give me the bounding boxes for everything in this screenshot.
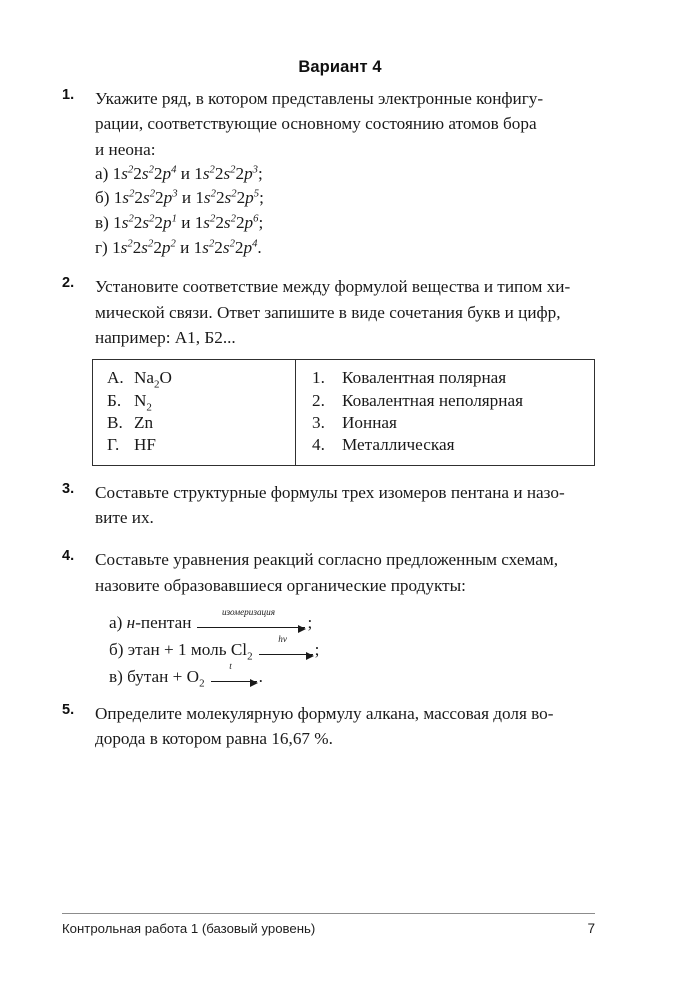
arrow-head-icon xyxy=(250,679,258,687)
option-a-label: а) xyxy=(95,163,109,183)
matching-table-right-column xyxy=(296,360,595,466)
option-b-conj: и xyxy=(181,188,192,208)
option-v-sup-5: 2 xyxy=(230,213,236,225)
option-a-sup-2: 2 xyxy=(148,164,154,176)
reaction-arrow-b xyxy=(259,634,313,659)
right-text-1: Ковалентная полярная xyxy=(342,368,507,388)
right-text-3: Ионная xyxy=(342,412,397,432)
table-row xyxy=(296,434,594,456)
footer-label: Контрольная работа 1 (базовый уровень) xyxy=(62,921,316,936)
option-g: г) $1s^22s^22p^2$ и $1s^22s^22p^4$. xyxy=(95,237,262,257)
left-formula-v-main: Zn xyxy=(134,412,154,432)
question-4-number: 4. xyxy=(62,548,75,565)
question-1-line-3: и неона: xyxy=(95,139,156,159)
reaction-b-reagent: этан + 1 моль Cl xyxy=(127,639,248,659)
option-v: в) $1s^22s^22p^1$ и $1s^22s^22p^6$; xyxy=(95,213,264,233)
question-1-line-2: рации, соответствующие основному состоянию атомов бора xyxy=(95,114,537,134)
reaction-scheme-b xyxy=(109,634,620,663)
left-formula-a-tail: O xyxy=(159,368,172,388)
right-marker-1: 1. xyxy=(312,368,325,388)
reaction-scheme-v xyxy=(109,661,620,690)
reaction-scheme-a xyxy=(109,607,620,635)
arrow-shaft xyxy=(197,627,305,628)
questions-container xyxy=(0,86,680,762)
option-b-sup-3: 3 xyxy=(172,188,178,200)
reaction-v-end: . xyxy=(258,666,263,686)
question-5 xyxy=(0,701,680,752)
option-g-sup-3: 2 xyxy=(170,237,176,249)
option-v-sup-2: 2 xyxy=(149,213,155,225)
reaction-arrow-v xyxy=(211,661,257,686)
option-b-end: ; xyxy=(259,188,264,208)
matching-table xyxy=(92,359,595,466)
right-marker-3: 3. xyxy=(312,412,325,432)
page-footer xyxy=(62,921,595,936)
reaction-schemes xyxy=(95,607,620,690)
right-text-4: Металлическая xyxy=(342,435,455,455)
reaction-v-reagent: бутан + O xyxy=(127,666,200,686)
reaction-v-arrow-label: t xyxy=(229,661,232,672)
option-g-conj: и xyxy=(180,237,190,257)
reaction-a-label: а) xyxy=(109,612,123,632)
option-a-sup-1: 2 xyxy=(127,164,134,176)
question-2-text xyxy=(95,274,620,350)
reaction-b-sub: 2 xyxy=(247,650,253,663)
right-marker-4: 4. xyxy=(312,435,325,455)
question-3-line-1: Составьте структурные формулы трех изомеров пентана и назо- xyxy=(95,482,565,502)
table-row xyxy=(296,390,594,412)
left-marker-v: В. xyxy=(107,412,123,432)
question-3-number: 3. xyxy=(62,480,75,497)
page-number: 7 xyxy=(587,921,595,936)
left-formula-b-main: N xyxy=(134,390,147,410)
question-5-text xyxy=(95,701,620,752)
question-2-line-2: мической связи. Ответ запишите в виде сочетания букв и цифр, xyxy=(95,302,561,322)
table-row xyxy=(93,390,295,412)
reaction-v-sub: 2 xyxy=(199,677,205,690)
question-5-line-1: Определите молекулярную формулу алкана, массовая доля во- xyxy=(95,703,554,723)
option-a-end: ; xyxy=(257,163,263,183)
option-a-sup-5: 2 xyxy=(230,164,236,176)
right-marker-2: 2. xyxy=(312,390,325,410)
option-v-sup-1: 2 xyxy=(128,213,134,225)
table-row xyxy=(93,434,295,456)
question-2-number: 2. xyxy=(62,275,75,292)
reaction-a-reagent: -пентан xyxy=(135,612,192,632)
option-a-conj: и xyxy=(180,163,190,183)
reaction-b-end: ; xyxy=(314,639,320,659)
question-3 xyxy=(0,480,680,531)
arrow-head-icon xyxy=(298,625,306,633)
question-2 xyxy=(0,274,680,466)
footer-divider xyxy=(62,913,595,914)
option-b-sup-6: 5 xyxy=(253,188,260,200)
matching-table-left-column xyxy=(93,360,296,466)
question-5-number: 5. xyxy=(62,701,75,718)
option-v-label: в) xyxy=(95,213,109,233)
option-g-sup-6: 4 xyxy=(252,237,258,249)
option-b-sup-2: 2 xyxy=(149,188,156,200)
option-v-sup-4: 2 xyxy=(210,213,216,225)
left-marker-b: Б. xyxy=(107,390,122,410)
option-b-label: б) xyxy=(95,188,110,208)
reaction-v-label: в) xyxy=(109,666,123,686)
option-a: а) $1s^22s^22p^4$ и $1s^22s^22p^3$; xyxy=(95,163,263,183)
reaction-a-prefix: н xyxy=(126,612,136,632)
reaction-arrow-a xyxy=(197,607,305,632)
question-3-text xyxy=(95,480,620,531)
question-2-line-1: Установите соответствие между формулой вещества и типом хи- xyxy=(95,277,571,297)
left-formula-g-main: HF xyxy=(134,435,156,455)
reaction-b-label: б) xyxy=(109,639,124,659)
table-row xyxy=(93,367,295,389)
option-g-sup-1: 2 xyxy=(127,237,133,249)
question-2-line-3: например: А1, Б2... xyxy=(95,327,236,347)
option-g-label: г) xyxy=(95,237,108,257)
option-g-sup-2: 2 xyxy=(148,237,154,249)
matching-table-wrapper xyxy=(95,359,620,466)
table-row xyxy=(296,412,594,434)
reaction-a-end: ; xyxy=(307,612,313,632)
option-v-sup-6: 6 xyxy=(253,213,259,225)
option-b-sup-4: 2 xyxy=(210,188,216,200)
option-g-sup-5: 2 xyxy=(229,237,235,249)
option-g-end: . xyxy=(257,237,262,257)
question-1-number: 1. xyxy=(62,87,75,103)
left-marker-g: Г. xyxy=(107,435,120,455)
option-b-sup-5: 2 xyxy=(231,188,237,200)
option-v-end: ; xyxy=(258,213,264,233)
reaction-b-arrow-label: hν xyxy=(278,634,287,645)
question-3-line-2: вите их. xyxy=(95,508,154,528)
question-4-text xyxy=(95,547,620,598)
table-row xyxy=(296,367,594,389)
left-formula-a-sub: 2 xyxy=(154,378,160,391)
question-1 xyxy=(0,86,680,260)
question-4 xyxy=(0,547,680,689)
question-4-line-2: назовите образовавшиеся органические продукты: xyxy=(95,575,466,595)
question-1-options xyxy=(95,162,620,260)
question-1-line-1: Укажите ряд, в котором представлены электронные конфигу- xyxy=(95,89,544,108)
option-g-sup-4: 2 xyxy=(208,237,215,249)
option-v-conj: и xyxy=(181,213,191,233)
question-5-line-2: дорода в котором равна 16,67 %. xyxy=(95,729,333,749)
left-marker-a: А. xyxy=(107,368,124,388)
left-formula-b-sub: 2 xyxy=(146,401,152,413)
option-b-sup-1: 2 xyxy=(129,188,135,200)
left-formula-a-main: Na xyxy=(134,368,155,388)
question-4-line-1: Составьте уравнения реакций согласно предложенным схемам, xyxy=(95,550,559,570)
arrow-head-icon xyxy=(306,652,314,660)
reaction-a-arrow-label: изомеризация xyxy=(221,607,276,618)
option-a-sup-4: 2 xyxy=(209,164,215,176)
table-row xyxy=(93,412,295,434)
right-text-2: Ковалентная неполярная xyxy=(342,390,524,410)
option-a-sup-6: 3 xyxy=(252,164,258,176)
arrow-shaft xyxy=(259,654,313,655)
option-v-sup-3: 1 xyxy=(171,213,177,225)
question-1-text xyxy=(95,86,620,162)
page-title: Вариант 4 xyxy=(298,58,382,76)
option-b: б) $1s^22s^22p^3$ и $1s^22s^22p^5$; xyxy=(95,188,264,208)
option-a-sup-3: 4 xyxy=(171,164,177,176)
